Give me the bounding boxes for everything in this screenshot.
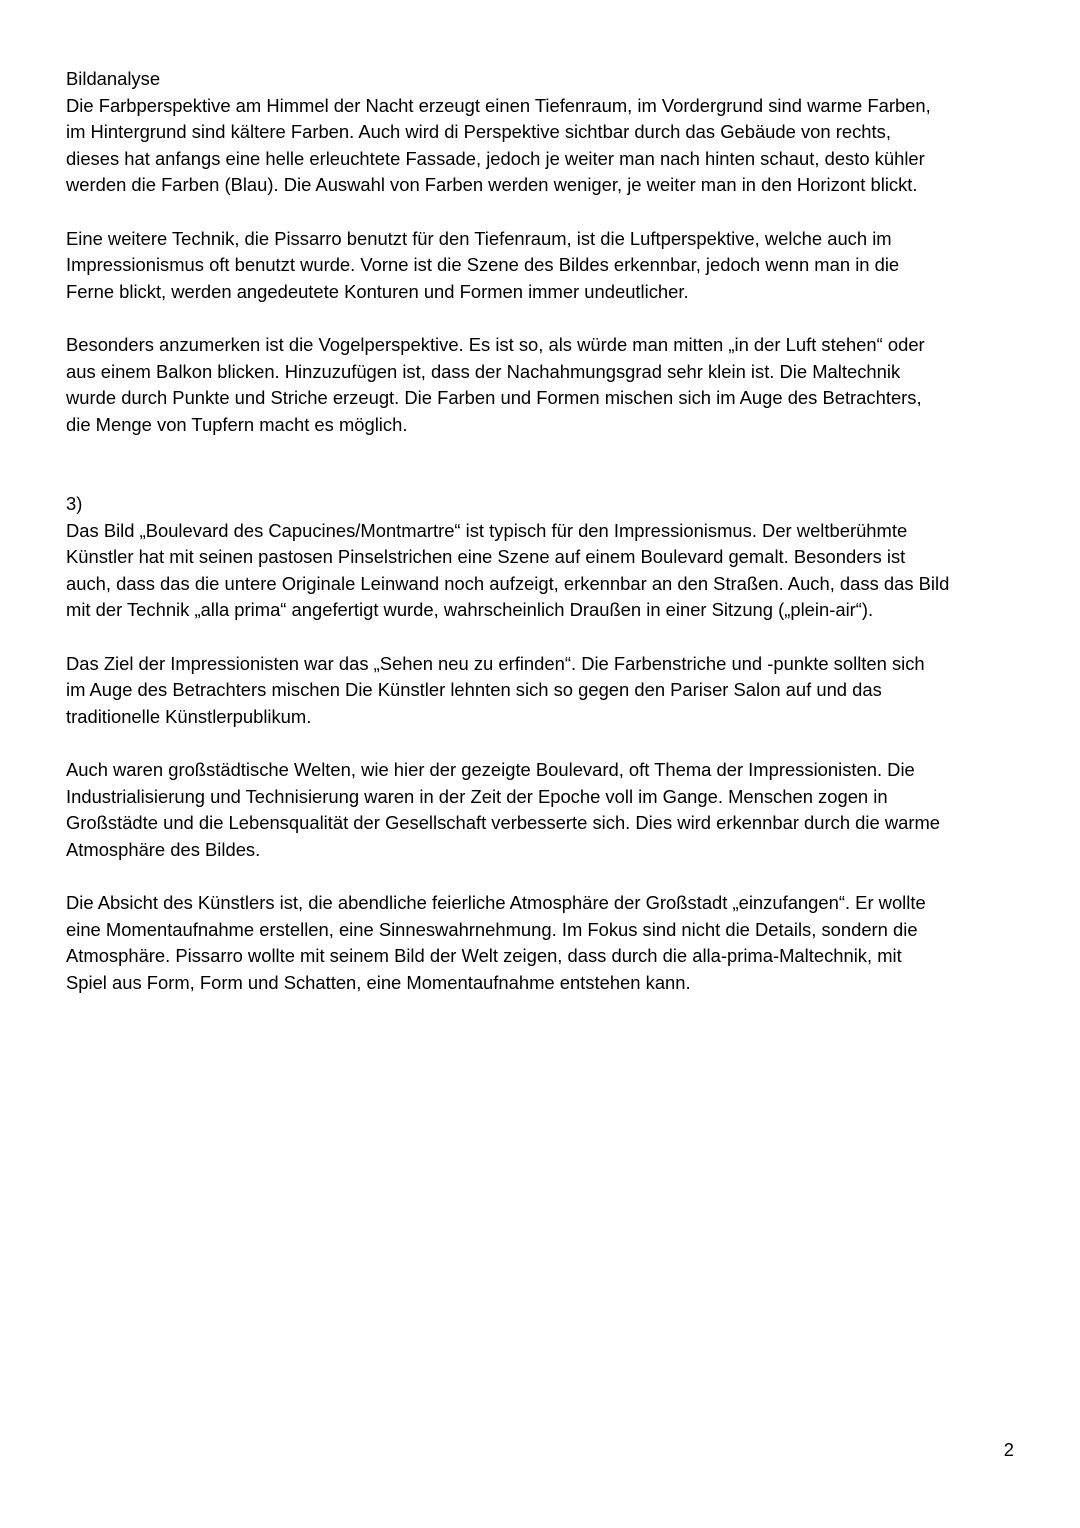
section-paragraph-1 (66, 518, 1026, 624)
text-line: Die Absicht des Künstlers ist, die abendliche feierliche Atmosphäre der Großstadt „einzufangen“. Er wollte (66, 892, 926, 913)
section-paragraph-4 (66, 890, 1026, 996)
page-number: 2 (1003, 1439, 1014, 1460)
text-line: im Auge des Betrachters mischen Die Künstler lehnten sich so gegen den Pariser Salon auf und das (66, 679, 882, 700)
text-line: Atmosphäre. Pissarro wollte mit seinem Bild der Welt zeigen, dass durch die alla-prima-Maltechnik, mit (66, 945, 902, 966)
text-line: Impressionismus oft benutzt wurde. Vorne ist die Szene des Bildes erkennbar, jedoch wenn man in die (66, 254, 900, 275)
text-line: die Menge von Tupfern macht es möglich. (66, 413, 408, 435)
text-line: traditionelle Künstlerpublikum. (66, 705, 312, 727)
text-line: Spiel aus Form, Form und Schatten, eine Momentaufnahme entstehen kann. (66, 971, 691, 993)
text-line: wurde durch Punkte und Striche erzeugt. Die Farben und Formen mischen sich im Auge des Betrachters, (66, 387, 922, 408)
heading: Bildanalyse (66, 68, 161, 89)
text-line: werden die Farben (Blau). Die Auswahl von Farben werden weniger, je weiter man in den Horizont blickt. (66, 174, 918, 195)
text-line: Eine weitere Technik, die Pissarro benutzt für den Tiefenraum, ist die Luftperspektive, welche auch im (66, 227, 892, 249)
text-line: Die Farbperspektive am Himmel der Nacht erzeugt einen Tiefenraum, im Vordergrund sind warme Farben, (66, 94, 931, 116)
text-line: Auch waren großstädtische Welten, wie hier der gezeigte Boulevard, oft Thema der Impressionisten. Die (66, 759, 915, 780)
text-line: eine Momentaufnahme erstellen, eine Sinneswahrnehmung. Im Fokus sind nicht die Details, sondern die (66, 918, 918, 940)
paragraph-3 (66, 332, 1026, 438)
paragraph-2 (66, 226, 1026, 306)
paragraph-1 (66, 93, 1026, 199)
text-line: auch, dass das die untere Originale Leinwand noch aufzeigt, erkennbar an den Straßen. Auch, dass das Bild (66, 572, 950, 594)
text-line: Besonders anzumerken ist die Vogelperspektive. Es ist so, als würde man mitten „in der Luft stehen“ oder (66, 334, 925, 355)
section-paragraph-3 (66, 757, 1026, 863)
text-line: im Hintergrund sind kältere Farben. Auch wird di Perspektive sichtbar durch das Gebäude von rechts, (66, 121, 891, 142)
section-paragraph-2 (66, 651, 1026, 731)
text-line: mit der Technik „alla prima“ angefertigt wurde, wahrscheinlich Draußen in einer Sitzung („plein-air“). (66, 599, 874, 620)
text-line: Atmosphäre des Bildes. (66, 838, 261, 860)
text-line: Das Ziel der Impressionisten war das „Sehen neu zu erfinden“. Die Farbenstriche und -punkte sollten sich (66, 652, 925, 674)
text-line: aus einem Balkon blicken. Hinzuzufügen ist, dass der Nachahmungsgrad sehr klein ist. Die Maltechnik (66, 360, 901, 382)
section-number: 3) (66, 493, 83, 514)
text-line: Großstädte und die Lebensqualität der Gesellschaft verbesserte sich. Dies wird erkennbar durch die warme (66, 812, 940, 833)
document-page (66, 66, 1026, 996)
text-line: Ferne blickt, werden angedeutete Konturen und Formen immer undeutlicher. (66, 280, 689, 302)
text-line: Das Bild „Boulevard des Capucines/Montmartre“ ist typisch für den Impressionismus. Der weltberühmte (66, 519, 908, 541)
text-line: Industrialisierung und Technisierung waren in der Zeit der Epoche voll im Gange. Menschen zogen in (66, 785, 888, 807)
text-line: dieses hat anfangs eine helle erleuchtete Fassade, jedoch je weiter man nach hinten schaut, desto kühler (66, 147, 925, 169)
text-line: Künstler hat mit seinen pastosen Pinselstrichen eine Szene auf einem Boulevard gemalt. Besonders ist (66, 546, 906, 567)
